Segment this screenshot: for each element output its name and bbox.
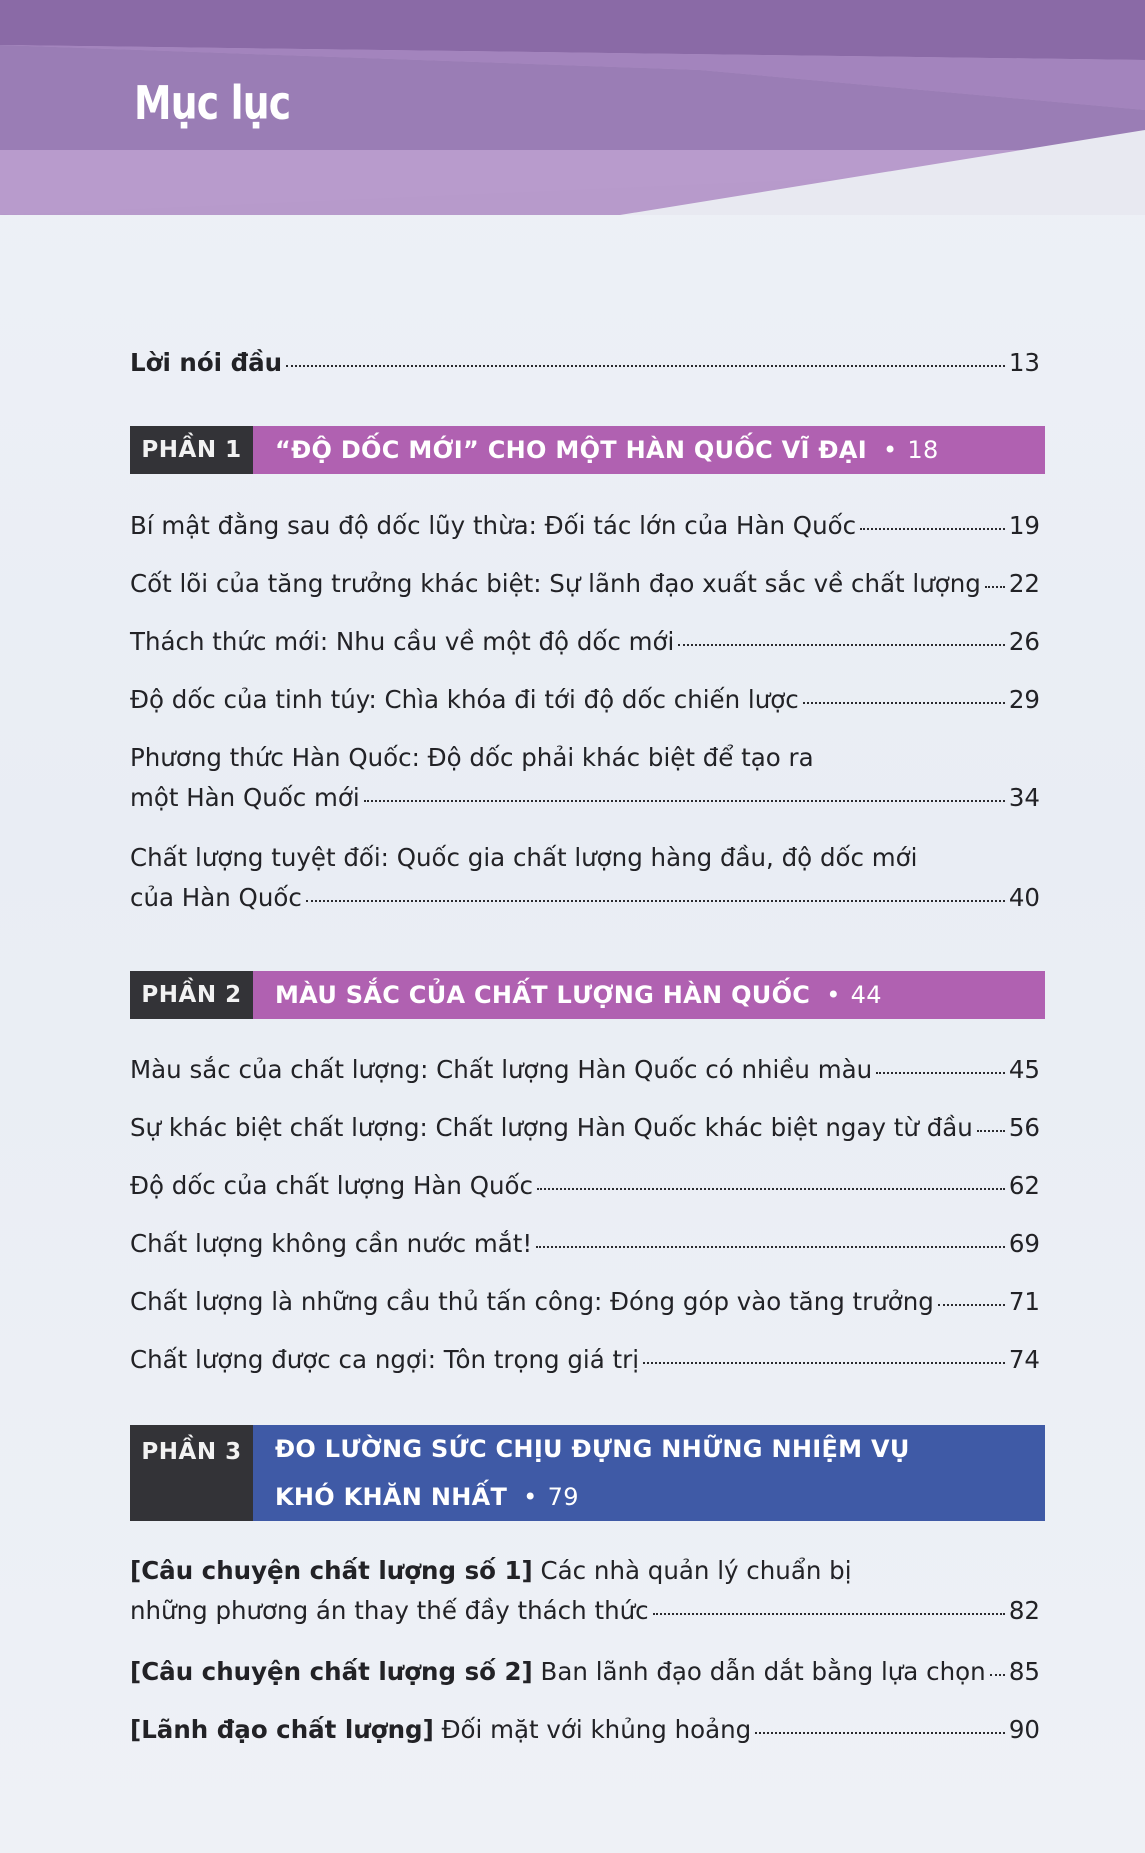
- entry-prefix: [Câu chuyện chất lượng số 1]: [130, 1556, 533, 1585]
- page-number: 26: [1008, 627, 1040, 656]
- part-page-number: 18: [907, 436, 939, 464]
- toc-row: [130, 1108, 1040, 1148]
- entry-prefix: [Câu chuyện chất lượng số 2]: [130, 1657, 533, 1686]
- entry-title: Thách thức mới: Nhu cầu về một độ dốc mới: [130, 627, 675, 656]
- dot-leader: [876, 1071, 1005, 1074]
- toc-row: [130, 778, 1040, 818]
- dot-leader: [653, 1612, 1005, 1615]
- part-title-line: [275, 1473, 579, 1521]
- part-title: [253, 1425, 1045, 1521]
- part-header-1: [130, 426, 1045, 474]
- entry-prefix: [Lãnh đạo chất lượng]: [130, 1715, 434, 1744]
- toc-row: [130, 838, 1040, 878]
- page-number: 90: [1008, 1715, 1040, 1744]
- entry-title: Chất lượng được ca ngợi: Tôn trọng giá trị: [130, 1345, 639, 1374]
- part-title-text: “ĐỘ DỐC MỚI” CHO MỘT HÀN QUỐC VĨ ĐẠI: [275, 436, 867, 464]
- entry-title: những phương án thay thế đầy thách thức: [130, 1596, 649, 1625]
- bullet-icon: •: [523, 1483, 538, 1511]
- toc-row: [130, 564, 1040, 604]
- toc-entry[interactable]: [130, 1166, 1040, 1206]
- toc-entry[interactable]: [130, 1551, 1040, 1631]
- dot-leader: [536, 1245, 1005, 1248]
- toc-entry[interactable]: [130, 1282, 1040, 1322]
- toc-row: [130, 1340, 1040, 1380]
- part-label: PHẦN 1: [130, 426, 253, 474]
- toc-entry[interactable]: [130, 564, 1040, 604]
- toc-row: [130, 680, 1040, 720]
- toc-row: [130, 506, 1040, 546]
- dot-leader: [977, 1129, 1005, 1132]
- entry-title: Ban lãnh đạo dẫn dắt bằng lựa chọn: [532, 1657, 986, 1686]
- entry-title: Sự khác biệt chất lượng: Chất lượng Hàn Quốc khác biệt ngay từ đầu: [130, 1113, 973, 1142]
- entry-title: Độ dốc của tinh túy: Chìa khóa đi tới độ dốc chiến lược: [130, 685, 799, 714]
- page-number: 45: [1008, 1055, 1040, 1084]
- toc-row: [130, 343, 1040, 383]
- dot-leader: [643, 1361, 1005, 1364]
- toc-row: [130, 1282, 1040, 1322]
- toc-row: [130, 622, 1040, 662]
- dot-leader: [803, 701, 1005, 704]
- part-title-line: [275, 981, 882, 1009]
- page-number: 82: [1008, 1596, 1040, 1625]
- entry-title: một Hàn Quốc mới: [130, 783, 360, 812]
- dot-leader: [306, 899, 1005, 902]
- entry-title: Phương thức Hàn Quốc: Độ dốc phải khác biệt để tạo ra: [130, 743, 814, 772]
- page-number: 62: [1008, 1171, 1040, 1200]
- page-number: 29: [1008, 685, 1040, 714]
- part-label: PHẦN 3: [130, 1425, 253, 1521]
- toc-entry[interactable]: [130, 838, 1040, 918]
- page-title: Mục lục: [134, 76, 291, 130]
- part-header-3: [130, 1425, 1045, 1521]
- part-title: [253, 971, 1045, 1019]
- bullet-icon: •: [826, 981, 841, 1009]
- part-title-line: [275, 436, 939, 464]
- toc-row: [130, 1551, 1040, 1591]
- entry-title: Chất lượng không cần nước mắt!: [130, 1229, 533, 1258]
- page-number: 85: [1008, 1657, 1040, 1686]
- dot-leader: [364, 799, 1005, 802]
- entry-title: Các nhà quản lý chuẩn bị: [532, 1556, 852, 1585]
- toc-entry[interactable]: [130, 1340, 1040, 1380]
- entry-title: của Hàn Quốc: [130, 883, 302, 912]
- preface-entry[interactable]: [130, 343, 1040, 383]
- part-header-2: [130, 971, 1045, 1019]
- part-title: [253, 426, 1045, 474]
- toc-entry[interactable]: [130, 738, 1040, 818]
- toc-entry[interactable]: [130, 1652, 1040, 1692]
- entry-title: Lời nói đầu: [130, 348, 283, 377]
- toc-row: [130, 878, 1040, 918]
- dot-leader: [537, 1187, 1005, 1190]
- part-title-text: MÀU SẮC CỦA CHẤT LƯỢNG HÀN QUỐC: [275, 981, 811, 1009]
- entry-title: Đối mặt với khủng hoảng: [433, 1715, 752, 1744]
- dot-leader: [286, 364, 1005, 367]
- dot-leader: [678, 643, 1005, 646]
- page-number: 74: [1008, 1345, 1040, 1374]
- toc-row: [130, 1710, 1040, 1750]
- entry-title: Độ dốc của chất lượng Hàn Quốc: [130, 1171, 533, 1200]
- toc-row: [130, 1591, 1040, 1631]
- page-number: 40: [1008, 883, 1040, 912]
- part-title-text: KHÓ KHĂN NHẤT: [275, 1483, 508, 1511]
- toc-entry[interactable]: [130, 1108, 1040, 1148]
- part-page-number: 44: [850, 981, 882, 1009]
- toc-entry[interactable]: [130, 1224, 1040, 1264]
- page-number: 13: [1008, 348, 1040, 377]
- page-number: 69: [1008, 1229, 1040, 1258]
- page-number: 71: [1008, 1287, 1040, 1316]
- dot-leader: [990, 1673, 1005, 1676]
- entry-title: Chất lượng tuyệt đối: Quốc gia chất lượng hàng đầu, độ dốc mới: [130, 843, 918, 872]
- entry-title: Chất lượng là những cầu thủ tấn công: Đóng góp vào tăng trưởng: [130, 1287, 934, 1316]
- page-number: 56: [1008, 1113, 1040, 1142]
- dot-leader: [938, 1303, 1005, 1306]
- part-page-number: 79: [547, 1483, 579, 1511]
- part-title-line: [275, 1425, 910, 1473]
- part-title-text: ĐO LƯỜNG SỨC CHỊU ĐỰNG NHỮNG NHIỆM VỤ: [275, 1435, 910, 1463]
- dot-leader: [755, 1731, 1005, 1734]
- entry-title: Cốt lõi của tăng trưởng khác biệt: Sự lãnh đạo xuất sắc về chất lượng: [130, 569, 981, 598]
- page-number: 34: [1008, 783, 1040, 812]
- page-number: 19: [1008, 511, 1040, 540]
- toc-row: [130, 738, 1040, 778]
- dot-leader: [860, 527, 1005, 530]
- part-label: PHẦN 2: [130, 971, 253, 1019]
- entry-title: Màu sắc của chất lượng: Chất lượng Hàn Quốc có nhiều màu: [130, 1055, 873, 1084]
- entry-title: Bí mật đằng sau độ dốc lũy thừa: Đối tác lớn của Hàn Quốc: [130, 511, 857, 540]
- toc-row: [130, 1652, 1040, 1692]
- dot-leader: [985, 585, 1005, 588]
- toc-row: [130, 1166, 1040, 1206]
- toc-entry[interactable]: [130, 506, 1040, 546]
- toc-row: [130, 1224, 1040, 1264]
- toc-entry[interactable]: [130, 680, 1040, 720]
- toc-entry[interactable]: [130, 1050, 1040, 1090]
- bullet-icon: •: [882, 436, 898, 464]
- toc-entry[interactable]: [130, 622, 1040, 662]
- page-number: 22: [1008, 569, 1040, 598]
- toc-row: [130, 1050, 1040, 1090]
- toc-entry[interactable]: [130, 1710, 1040, 1750]
